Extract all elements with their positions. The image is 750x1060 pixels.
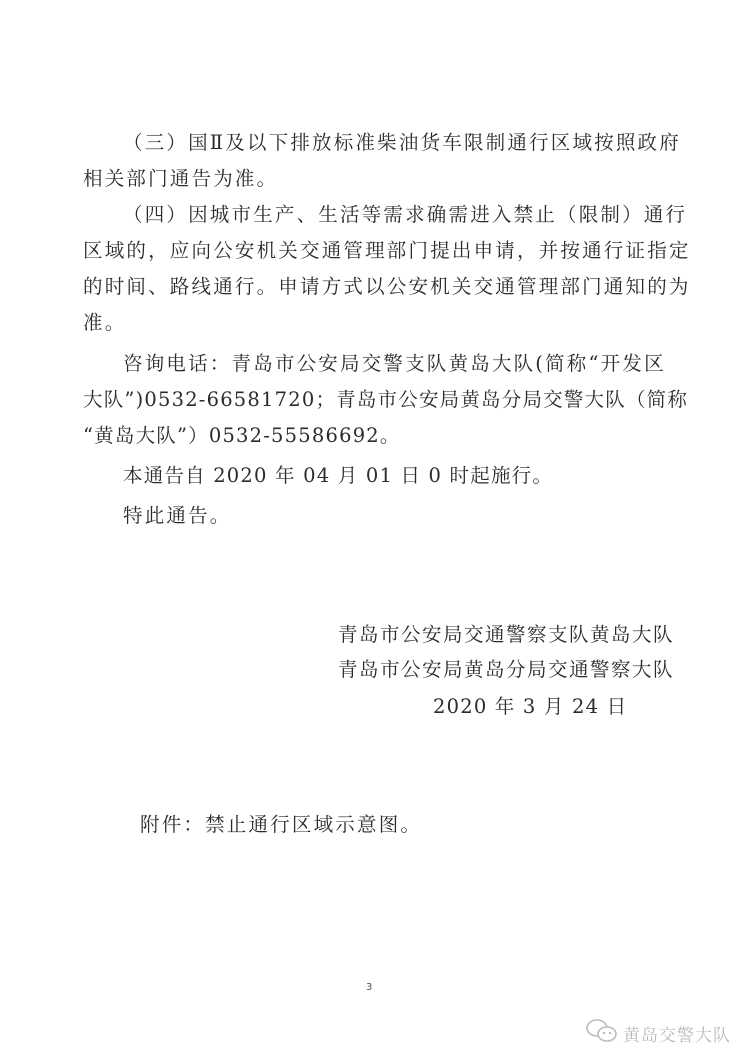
closing-line: 特此通告。 [123,504,232,527]
contact-line-2: 大队”)0532-66581720；青岛市公安局黄岛分局交警大队（简称 [83,388,689,411]
wechat-icon [585,1018,619,1049]
contact-line-1: 咨询电话：青岛市公安局交警支队黄岛大队(简称“开发区 [123,352,666,375]
watermark [585,1018,731,1049]
signature-date: 2020 年 3 月 24 日 [433,695,628,718]
effective-date-line: 本通告自 2020 年 04 月 01 日 0 时起施行。 [123,464,554,487]
item-3-line-2: 相关部门通告为准。 [83,167,279,190]
item-4-line-4: 准。 [83,311,127,334]
signature-org-1: 青岛市公安局交通警察支队黄岛大队 [338,623,675,646]
item-4-line-1: （四）因城市生产、生活等需求确需进入禁止（限制）通行 [123,203,688,226]
item-4-line-3: 的时间、路线通行。申请方式以公安机关交通管理部门通知的为 [83,275,691,298]
watermark-label: 黄岛交警大队 [623,1026,731,1046]
contact-line-3: “黄岛大队”）0532-55586692。 [83,424,401,447]
item-4-line-2: 区域的，应向公安机关交通管理部门提出申请，并按通行证指定 [83,239,691,262]
page-number: 3 [366,982,373,993]
signature-org-2: 青岛市公安局黄岛分局交通警察大队 [338,658,675,681]
attachment-note: 附件：禁止通行区域示意图。 [140,813,423,836]
item-3-line-1: （三）国Ⅱ及以下排放标准柴油货车限制通行区域按照政府 [123,131,681,154]
